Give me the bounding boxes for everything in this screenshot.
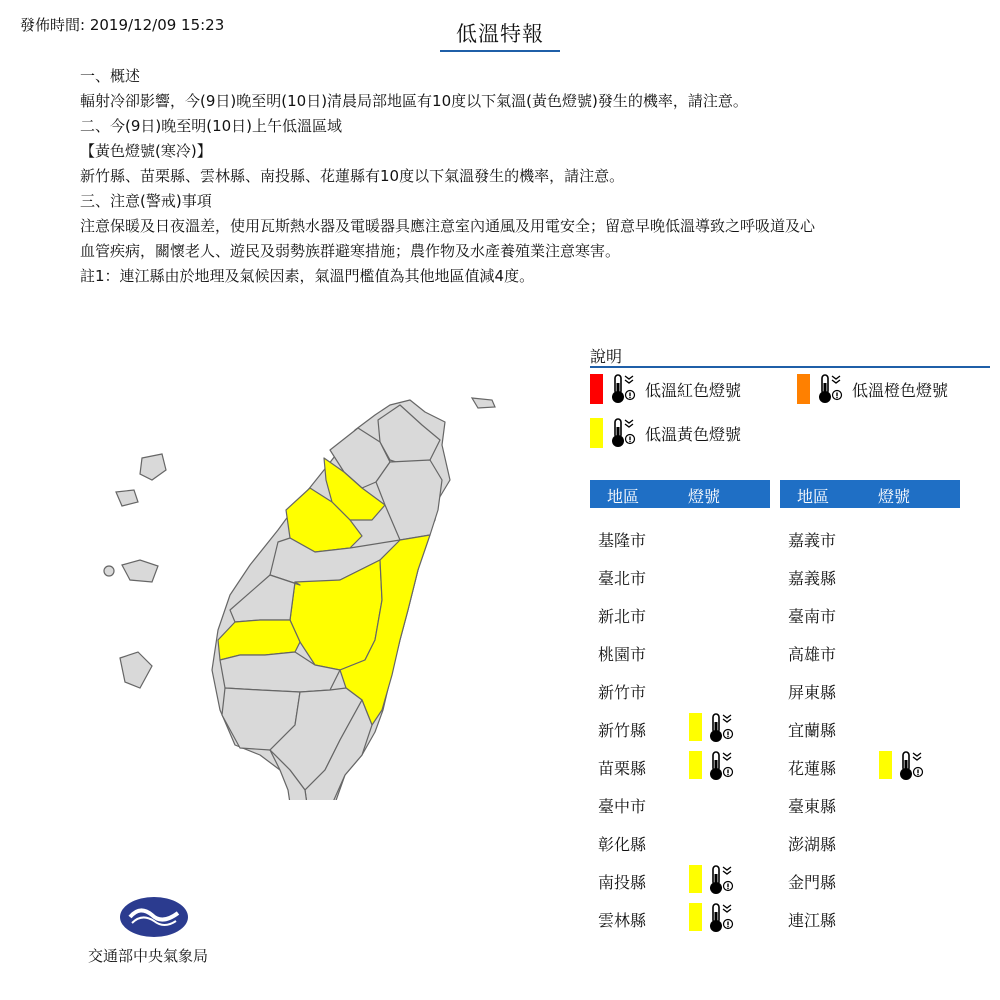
region-name: 高雄市: [788, 645, 837, 664]
cwb-logo: [118, 895, 190, 939]
thermometer-icon: [897, 750, 925, 782]
yellow-lamp: [689, 865, 702, 893]
section-1-heading: 一、概述: [80, 67, 141, 85]
section-2-text: 新竹縣、苗栗縣、雲林縣、南投縣、花蓮縣有10度以下氣溫發生的機率，請注意。: [80, 167, 625, 185]
region-name: 新北市: [598, 607, 647, 626]
legend-divider: [590, 366, 990, 368]
region-name: 雲林縣: [598, 911, 647, 930]
taiwan-map: [100, 390, 500, 800]
header-region: 地區: [797, 487, 830, 506]
legend-yellow: [590, 417, 741, 449]
thermometer-icon: [707, 750, 735, 782]
region-name: 桃園市: [598, 645, 647, 664]
section-3-heading: 三、注意(警戒)事項: [80, 192, 212, 210]
region-name: 澎湖縣: [788, 835, 837, 854]
agency-name: 交通部中央氣象局: [88, 947, 209, 965]
legend-red-label: 低溫紅色燈號: [645, 380, 742, 400]
yellow-swatch: [590, 418, 603, 448]
region-name: 連江縣: [788, 911, 837, 930]
page-title: 低溫特報: [440, 18, 560, 52]
island-kinmen-small: [116, 490, 138, 506]
island-matsu: [472, 398, 495, 408]
thermometer-icon: [707, 712, 735, 744]
region-name: 南投縣: [598, 873, 647, 892]
region-name: 臺北市: [598, 569, 647, 588]
orange-swatch: [797, 374, 810, 404]
yellow-lamp: [689, 713, 702, 741]
island-kinmen: [140, 454, 166, 480]
thermometer-icon: [707, 864, 735, 896]
table-header-right: [780, 480, 960, 508]
region-name: 嘉義市: [788, 531, 837, 550]
region-name: 新竹縣: [598, 721, 647, 740]
island-penghu-south: [120, 652, 152, 688]
region-name: 苗栗縣: [598, 759, 647, 778]
publish-time: 發佈時間: 2019/12/09 15:23: [20, 16, 225, 34]
legend-yellow-label: 低溫黃色燈號: [645, 424, 742, 444]
thermometer-icon: [609, 373, 637, 405]
legend-orange-label: 低溫橙色燈號: [852, 380, 949, 400]
region-name: 金門縣: [788, 873, 837, 892]
legend-orange: [797, 373, 948, 405]
region-name: 臺中市: [598, 797, 647, 816]
region-name: 屏東縣: [788, 683, 837, 702]
region-name: 嘉義縣: [788, 569, 837, 588]
header-region: 地區: [607, 487, 640, 506]
region-name: 臺東縣: [788, 797, 837, 816]
thermometer-icon: [609, 417, 637, 449]
yellow-lamp: [689, 903, 702, 931]
region-name: 彰化縣: [598, 835, 647, 854]
island-penghu: [122, 560, 158, 582]
region-name: 臺南市: [788, 607, 837, 626]
header-light: 燈號: [878, 487, 911, 506]
legend-red: [590, 373, 741, 405]
region-name: 基隆市: [598, 531, 647, 550]
yellow-level-heading: 【黃色燈號(寒冷)】: [80, 142, 212, 160]
region-name: 宜蘭縣: [788, 721, 837, 740]
red-swatch: [590, 374, 603, 404]
island-penghu-small: [104, 566, 114, 576]
note-1: 註1：連江縣由於地理及氣候因素，氣溫門檻值為其他地區值減4度。: [80, 267, 535, 285]
section-3-text-1: 注意保暖及日夜溫差，使用瓦斯熱水器及電暖器具應注意室內通風及用電安全；留意早晚低溫導致之呼吸道及心: [80, 217, 816, 235]
legend-title: 說明: [590, 347, 623, 366]
section-3-text-2: 血管疾病，關懷老人、遊民及弱勢族群避寒措施；農作物及水產養殖業注意寒害。: [80, 242, 621, 260]
thermometer-icon: [707, 902, 735, 934]
yellow-lamp: [879, 751, 892, 779]
section-2-heading: 二、今(9日)晚至明(10日)上午低溫區域: [80, 117, 343, 135]
header-light: 燈號: [688, 487, 721, 506]
region-name: 新竹市: [598, 683, 647, 702]
region-name: 花蓮縣: [788, 759, 837, 778]
section-1-text: 輻射冷卻影響，今(9日)晚至明(10日)清晨局部地區有10度以下氣溫(黃色燈號)發生的機率，請注意。: [80, 92, 748, 110]
bulletin-text: [80, 64, 960, 289]
table-header-left: [590, 480, 770, 508]
yellow-lamp: [689, 751, 702, 779]
thermometer-icon: [816, 373, 844, 405]
